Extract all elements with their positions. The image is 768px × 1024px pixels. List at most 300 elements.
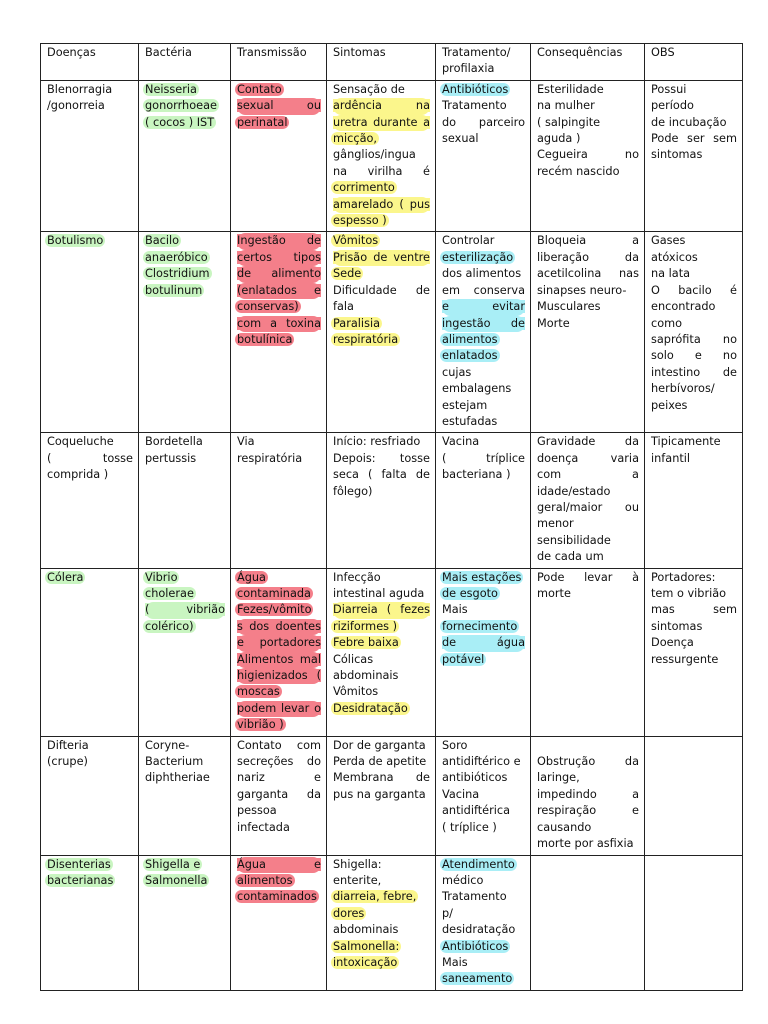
cell-line [442, 434, 525, 450]
cell-line [651, 266, 737, 282]
cell-line [145, 586, 225, 602]
cell-text: com a [537, 468, 639, 482]
cell-line [651, 348, 737, 364]
cell-line [237, 803, 321, 819]
cell-tratamento [436, 232, 531, 433]
cell-line [537, 266, 639, 282]
highlighted-text: riziformes ) [333, 619, 398, 633]
cell-text: bacteriana ) [442, 468, 511, 482]
cell-text: Contato com [237, 738, 321, 752]
highlighted-text: s dos doentes [237, 619, 321, 633]
highlighted-text: ingestão de [442, 316, 525, 330]
header-obs: OBS [645, 44, 743, 81]
cell-line [537, 770, 639, 786]
highlighted-text: de alimento [237, 267, 321, 281]
highlighted-text: perinatal [237, 115, 288, 129]
highlighted-text: vibrião ) [237, 718, 284, 732]
highlighted-text: e evitar [442, 300, 525, 314]
cell-text: nariz e [237, 771, 321, 785]
cell-line [47, 738, 133, 754]
cell-line [442, 365, 525, 381]
cell-line [442, 233, 525, 249]
cell-text: abdominais [333, 923, 399, 937]
cell-line [537, 316, 639, 332]
cell-doenca [41, 855, 139, 990]
cell-obs [645, 568, 743, 736]
cell-line [651, 233, 737, 249]
table-body [41, 80, 743, 990]
cell-text: período [651, 99, 694, 113]
cell-text: na mulher [537, 99, 595, 113]
cell-line [537, 233, 639, 249]
cell-text: sintomas [651, 619, 703, 633]
cell-line [237, 889, 321, 905]
cell-line [537, 98, 639, 114]
cell-transmissao [231, 855, 327, 990]
header-bacteria: Bactéria [139, 44, 231, 81]
cell-line [651, 570, 737, 586]
cell-text: Blenorragia [47, 82, 113, 96]
cell-bacteria [139, 80, 231, 232]
cell-line [237, 619, 321, 635]
cell-consequencias [531, 232, 645, 433]
cell-text: Doença [651, 636, 694, 650]
cell-line [537, 131, 639, 147]
cell-line [333, 233, 430, 249]
highlighted-text: Fezes/vômito [237, 603, 312, 617]
highlighted-text: alimentos [442, 332, 498, 346]
highlighted-text: Água [237, 570, 266, 584]
highlighted-text: Sede [333, 267, 362, 281]
cell-text: impedindo a [537, 787, 639, 801]
cell-line [442, 820, 525, 836]
highlighted-text: cholerae [145, 587, 194, 600]
highlighted-text: fornecimento [442, 619, 518, 633]
cell-line [333, 451, 430, 467]
cell-line [237, 857, 321, 873]
highlighted-text: Neisseria [145, 82, 197, 96]
cell-line [237, 820, 321, 836]
highlighted-text: Atendimento [442, 857, 515, 871]
cell-text: Mais [442, 955, 468, 969]
cell-text: como [651, 316, 683, 330]
cell-text: pertussis [145, 451, 197, 465]
cell-text: Tipicamente [651, 435, 721, 449]
cell-text: menor [537, 517, 574, 531]
cell-text: Bacterium [145, 755, 204, 769]
cell-line [333, 467, 430, 483]
cell-line [333, 635, 430, 651]
cell-text: Esterilidade [537, 82, 604, 96]
highlighted-text: Contato [237, 82, 282, 96]
cell-line [145, 570, 225, 586]
cell-line [537, 820, 639, 836]
cell-line [442, 922, 525, 938]
cell-doenca [41, 80, 139, 232]
highlighted-text: Bacilo [145, 234, 180, 248]
cell-text: doença varia [537, 451, 639, 465]
cell-text: Infecção [333, 570, 381, 584]
header-tratamento: Tratamento/ profilaxia [436, 44, 531, 81]
highlighted-text: Botulismo [47, 234, 104, 248]
cell-text: encontrado [651, 300, 716, 314]
cell-obs [645, 736, 743, 855]
highlighted-text: Disenterias [47, 857, 111, 871]
cell-line [333, 906, 430, 922]
cell-line [145, 266, 225, 282]
highlighted-text: botulínica [237, 332, 293, 346]
cell-text: Pode ser sem [651, 132, 737, 146]
cell-line [537, 754, 639, 770]
cell-consequencias [531, 568, 645, 736]
highlighted-text: Mais estações [442, 570, 522, 584]
cell-text: dos alimentos [442, 267, 522, 281]
cell-text: gânglios/ingua [333, 148, 416, 162]
cell-text: sexual [442, 132, 479, 146]
highlighted-text: amarelado ( pus [333, 197, 430, 211]
cell-doenca [41, 568, 139, 736]
cell-line [333, 889, 430, 905]
highlighted-text: Alimentos mal [237, 652, 321, 666]
cell-line [537, 787, 639, 803]
cell-text: ( tríplice [442, 451, 525, 465]
cell-line [537, 836, 639, 852]
cell-text: sintomas [651, 148, 703, 162]
cell-text: intestinal aguda [333, 587, 425, 600]
cell-line [145, 451, 225, 467]
cell-line [237, 668, 321, 684]
cell-line [333, 283, 430, 299]
cell-line [237, 115, 321, 131]
cell-text: ressurgente [651, 652, 719, 666]
cell-line [651, 434, 737, 450]
highlighted-text: colérico) [145, 619, 194, 633]
cell-obs [645, 855, 743, 990]
cell-line [237, 451, 321, 467]
cell-line [333, 754, 430, 770]
cell-text: Depois: tosse [333, 451, 430, 465]
highlighted-text: corrimento [333, 181, 395, 195]
cell-text: liberação da [537, 250, 639, 264]
table-row [41, 736, 743, 855]
cell-tratamento [436, 855, 531, 990]
highlighted-text: podem levar o [237, 701, 321, 715]
cell-text: Tratamento [442, 890, 507, 904]
cell-text: embalagens [442, 382, 512, 396]
cell-text: enterite, [333, 873, 382, 887]
cell-text: aguda ) [537, 132, 581, 146]
highlighted-text: conservas) [237, 300, 299, 314]
cell-transmissao [231, 736, 327, 855]
highlighted-text: Antibióticos [442, 82, 509, 96]
cell-text [537, 739, 541, 752]
cell-line [237, 586, 321, 602]
cell-text: secreções do [237, 755, 321, 769]
cell-text: Perda de apetite [333, 755, 427, 769]
cell-line [651, 451, 737, 467]
cell-line [333, 770, 430, 786]
cell-text: Início: resfriado [333, 435, 421, 449]
cell-text: Bloqueia a [537, 234, 639, 248]
cell-line [442, 316, 525, 332]
cell-sintomas [327, 80, 436, 232]
cell-line [442, 332, 525, 348]
cell-text: acetilcolina nas [537, 267, 639, 281]
cell-line [145, 233, 225, 249]
cell-text: tem o vibrião [651, 587, 727, 600]
cell-line [333, 434, 430, 450]
cell-line [47, 754, 133, 770]
highlighted-text: Paralisia [333, 316, 381, 330]
header-row [41, 44, 743, 81]
highlighted-text: espesso ) [333, 214, 387, 228]
cell-line [651, 316, 737, 332]
cell-line [442, 652, 525, 668]
highlighted-text: respiratória [333, 332, 399, 346]
highlighted-text: e portadores [237, 636, 321, 650]
cell-text: estejam [442, 398, 488, 412]
table-row [41, 568, 743, 736]
highlighted-text: Água e [237, 857, 321, 871]
cell-text: do parceiro [442, 115, 525, 129]
cell-text: Difteria [47, 738, 89, 752]
cell-text: Sensação de [333, 82, 405, 96]
cell-line [145, 82, 225, 98]
highlighted-text: alimentos [237, 873, 293, 887]
cell-text: solo e no [651, 349, 737, 363]
cell-line [237, 701, 321, 717]
cell-line [537, 299, 639, 315]
cell-text: Dificuldade de [333, 283, 430, 297]
cell-text: Dor de garganta [333, 738, 426, 752]
cell-text: recém nascido [537, 164, 620, 178]
cell-line [237, 635, 321, 651]
cell-text: Gases [651, 234, 686, 248]
cell-text: saprófita no [651, 332, 737, 346]
cell-doenca [41, 433, 139, 568]
cell-line [333, 180, 430, 196]
cell-line [333, 131, 430, 147]
cell-line [333, 484, 430, 500]
cell-line [47, 82, 133, 98]
cell-text: Coqueluche [47, 435, 114, 449]
highlighted-text: potável [442, 652, 485, 666]
cell-line [442, 570, 525, 586]
cell-line [333, 147, 430, 163]
cell-line [651, 332, 737, 348]
cell-line [333, 955, 430, 971]
cell-text: Possui [651, 82, 687, 96]
cell-text: Membrana de [333, 771, 430, 785]
cell-text: ( salpingite [537, 115, 601, 129]
cell-consequencias [531, 80, 645, 232]
cell-line [442, 398, 525, 414]
cell-tratamento [436, 433, 531, 568]
cell-text: abdominais [333, 669, 399, 683]
cell-line [442, 738, 525, 754]
cell-line [237, 434, 321, 450]
cell-line [333, 701, 430, 717]
highlighted-text: Salmonella [145, 873, 208, 887]
cell-line [537, 516, 639, 532]
cell-tratamento [436, 736, 531, 855]
highlighted-text: (enlatados e [237, 283, 321, 297]
cell-transmissao [231, 80, 327, 232]
cell-line [442, 857, 525, 873]
cell-line [237, 250, 321, 266]
cell-line [145, 283, 225, 299]
cell-line [333, 873, 430, 889]
cell-line [237, 652, 321, 668]
cell-line [333, 939, 430, 955]
cell-text: estufadas [442, 414, 498, 428]
cell-consequencias [531, 433, 645, 568]
cell-text: idade/estado [537, 484, 611, 498]
cell-text: intestino de [651, 365, 737, 379]
cell-line [651, 381, 737, 397]
cell-line [442, 971, 525, 987]
cell-line [651, 283, 737, 299]
cell-text: de incubação [651, 115, 727, 129]
cell-line [442, 955, 525, 971]
cell-line [237, 233, 321, 249]
cell-obs [645, 80, 743, 232]
highlighted-text: Antibióticos [442, 939, 509, 953]
cell-line [442, 586, 525, 602]
cell-bacteria [139, 568, 231, 736]
cell-text: Mais [442, 603, 468, 617]
cell-line [145, 98, 225, 114]
cell-line [651, 365, 737, 381]
cell-obs [645, 433, 743, 568]
highlighted-text: ardência na [333, 99, 430, 113]
cell-text: desidratação [442, 923, 516, 937]
cell-line [442, 602, 525, 618]
cell-line [651, 131, 737, 147]
cell-text: médico [442, 873, 484, 887]
cell-consequencias [531, 736, 645, 855]
cell-line [442, 115, 525, 131]
cell-line [651, 147, 737, 163]
cell-line [145, 115, 225, 131]
cell-line [333, 299, 430, 315]
cell-text: ( tosse [47, 451, 133, 465]
cell-text: O bacilo é [651, 283, 737, 297]
disease-table [40, 43, 743, 991]
cell-line [145, 857, 225, 873]
cell-line [237, 332, 321, 348]
cell-text: comprida ) [47, 468, 109, 482]
cell-line [537, 803, 639, 819]
cell-line [237, 570, 321, 586]
cell-line [537, 451, 639, 467]
cell-text: Portadores: [651, 570, 716, 584]
cell-text: Via [237, 435, 255, 449]
highlighted-text: dores [333, 906, 365, 920]
cell-line [145, 873, 225, 889]
cell-line [47, 570, 133, 586]
cell-text: seca ( falta de [333, 468, 430, 482]
cell-text: Pode levar à [537, 570, 639, 584]
header-sintomas: Sintomas [327, 44, 436, 81]
cell-text: diphtheriae [145, 771, 210, 785]
cell-text: Cólicas [333, 652, 374, 666]
highlighted-text: Ingestão de [237, 234, 321, 248]
cell-text: ( tríplice ) [442, 820, 497, 834]
highlighted-text: sexual ou [237, 99, 321, 113]
cell-text: laringe, [537, 771, 580, 785]
cell-sintomas [327, 568, 436, 736]
cell-line [537, 434, 639, 450]
cell-text: infantil [651, 451, 691, 465]
cell-line [237, 787, 321, 803]
cell-text: Musculares [537, 300, 601, 314]
cell-line [442, 348, 525, 364]
highlighted-text: intoxicação [333, 955, 398, 969]
cell-doenca [41, 736, 139, 855]
cell-line [237, 316, 321, 332]
cell-text: peixes [651, 398, 688, 412]
cell-line [237, 602, 321, 618]
highlighted-text: moscas [237, 685, 280, 699]
cell-line [333, 738, 430, 754]
cell-line [333, 266, 430, 282]
cell-line [333, 787, 430, 803]
cell-line [442, 787, 525, 803]
highlighted-text: gonorrhoeae [145, 99, 217, 113]
cell-line [145, 602, 225, 618]
cell-line [537, 164, 639, 180]
cell-line [651, 738, 737, 754]
highlighted-text: certos tipos [237, 250, 321, 264]
cell-line [442, 283, 525, 299]
highlighted-text: Cólera [47, 570, 84, 584]
cell-line [333, 115, 430, 131]
cell-line [47, 873, 133, 889]
cell-sintomas [327, 855, 436, 990]
cell-text: morte por asfixia [537, 837, 634, 851]
cell-sintomas [327, 232, 436, 433]
cell-text: Cegueira no [537, 148, 639, 162]
cell-line [537, 467, 639, 483]
cell-text: fala [333, 300, 354, 314]
cell-line [442, 889, 525, 905]
cell-line [237, 299, 321, 315]
cell-line [47, 434, 133, 450]
cell-line [442, 906, 525, 922]
cell-line [47, 857, 133, 873]
highlighted-text: enlatados [442, 349, 498, 363]
cell-text [651, 858, 655, 871]
cell-line [145, 619, 225, 635]
highlighted-text: Salmonella: [333, 939, 400, 953]
cell-line [442, 803, 525, 819]
header-doencas: Doenças [41, 44, 139, 81]
cell-text: na virilha é [333, 164, 430, 178]
cell-line [47, 451, 133, 467]
cell-text: fôlego) [333, 484, 373, 498]
cell-line [537, 283, 639, 299]
cell-line [442, 98, 525, 114]
cell-line [333, 602, 430, 618]
cell-text: Soro [442, 738, 468, 752]
cell-line [442, 381, 525, 397]
cell-line [651, 250, 737, 266]
highlighted-text: de água [442, 636, 525, 650]
cell-text: Tratamento [442, 99, 507, 113]
highlighted-text: micção, [333, 132, 377, 146]
cell-line [333, 570, 430, 586]
